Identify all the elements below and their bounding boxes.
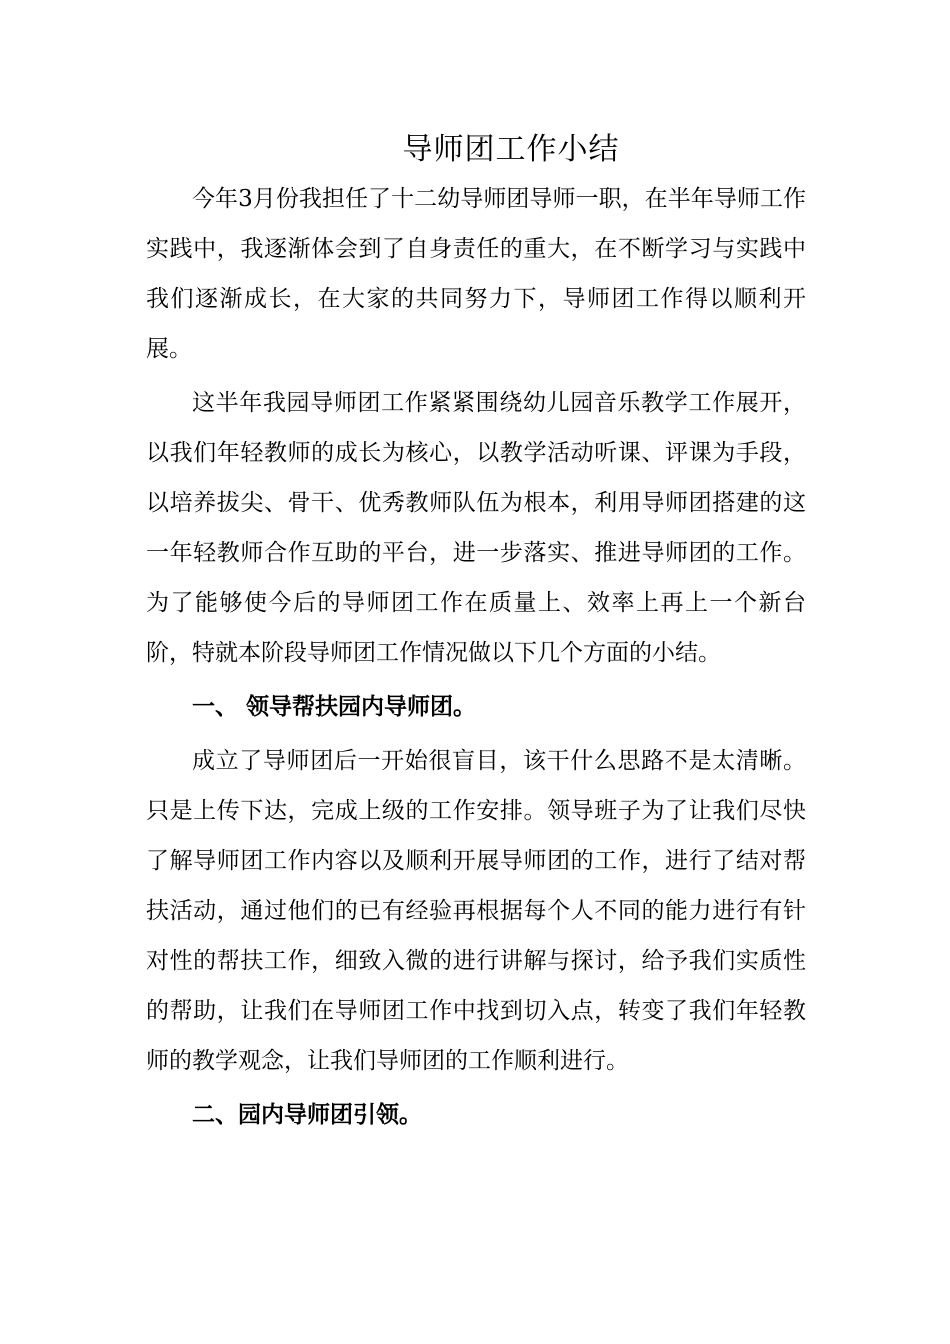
section-1-heading: 一、 领导帮扶园内导师团。 xyxy=(192,694,477,720)
intro-paragraph-2: 这半年我园导师团工作紧紧围绕幼儿园音乐教学工作展开，以我们年轻教师的成长为核心，以教学活动听课、评课为手段，以培养拔尖、骨干、优秀教师队伍为根本，利用导师团搭建的这一年轻教师合作互助的平台，进一步落实、推进导师团的工作。为了能够使今后的导师团工作在质量上、效率上再上一个新台阶，特就本阶段导师团工作情况做以下几个方面的小结。 xyxy=(146,390,806,666)
document-body xyxy=(146,174,806,1144)
section-1-paragraph: 成立了导师团后一开始很盲目，该干什么思路不是太清晰。只是上传下达，完成上级的工作安排。领导班子为了让我们尽快了解导师团工作内容以及顺利开展导师团的工作，进行了结对帮扶活动，通过他们的已有经验再根据每个人不同的能力进行有针对性的帮扶工作，细致入微的进行讲解与探讨，给予我们实质性的帮助，让我们在导师团工作中找到切入点，转变了我们年轻教师的教学观念，让我们导师团的工作顺利进行。 xyxy=(146,748,806,1074)
intro-paragraph-1: 今年3月份我担任了十二幼导师团导师一职，在半年导师工作实践中，我逐渐体会到了自身责任的重大，在不断学习与实践中我们逐渐成长，在大家的共同努力下，导师团工作得以顺利开展。 xyxy=(146,186,806,362)
section-2-heading: 二、园内导师团引领。 xyxy=(192,1102,422,1128)
document-title: 导师团工作小结 xyxy=(402,132,620,167)
